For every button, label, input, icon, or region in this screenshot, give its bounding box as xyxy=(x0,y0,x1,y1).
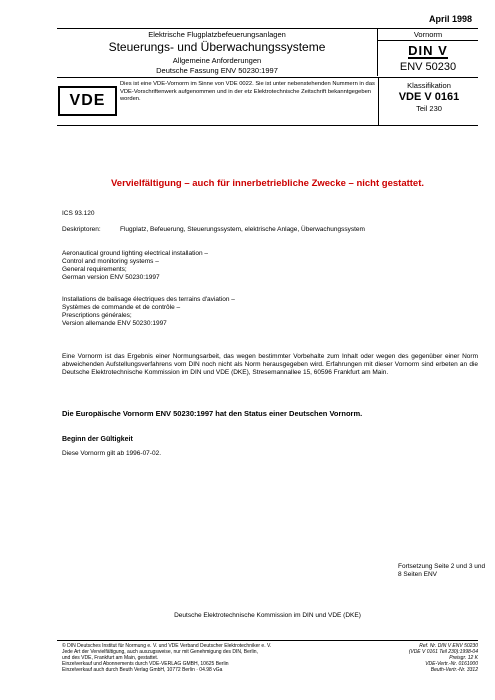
subtitle-top: Elektrische Flugplatzbefeuerungsanlagen xyxy=(148,30,286,39)
descriptors-value: Flugplatz, Befeuerung, Steuerungssystem, elektrische Anlage, Überwachungssystem xyxy=(120,226,365,233)
dke-line: Deutsche Elektrotechnische Kommission im DIN und VDE (DKE) xyxy=(174,612,361,619)
footer-left-line: Einzelverkauf auch durch Beuth Verlag GmbH, 10772 Berlin · 04.98 vGa xyxy=(62,667,223,673)
english-title-line: German version ENV 50230:1997 xyxy=(62,274,160,281)
ics-code: ICS 93.120 xyxy=(62,210,95,217)
subtitle-mid: Allgemeine Anforderungen xyxy=(172,56,262,65)
french-title-line: Version allemande ENV 50230:1997 xyxy=(62,320,167,327)
english-title-line: General requirements; xyxy=(62,266,127,273)
vornorm-block xyxy=(378,28,478,76)
continuation-note xyxy=(398,563,488,579)
classification-label: Klassifikation xyxy=(407,81,451,90)
footer-right-line: Beuth-Vertr.-Nr. 3312 xyxy=(430,667,478,673)
publication-date: April 1998 xyxy=(428,14,472,24)
footer-copyright xyxy=(62,643,332,673)
status-statement: Die Europäische Vornorm ENV 50230:1997 hat den Status einer Deutschen Vornorm. xyxy=(62,409,363,418)
footer-left-line: Jede Art der Vervielfältigung, auch auszugsweise, nur mit Genehmigung des DIN, Berlin, xyxy=(62,649,258,655)
continuation-line: Fortsetzung Seite 2 und 3 und xyxy=(398,563,486,570)
validity-heading: Beginn der Gültigkeit xyxy=(62,436,133,443)
footer-right-line: (VDE V 0161 Teil 230):1998-04 xyxy=(408,649,478,655)
din-logo-text: DIN V xyxy=(408,43,448,58)
vornorm-label: Vornorm xyxy=(378,30,478,41)
vde-logo: VDE xyxy=(58,86,117,116)
vde-info-text: Dies ist eine VDE-Vornorm im Sinne von VDE 0022. Sie ist unter nebenstehenden Nummern in das VDE-Vorschriftenwerk aufgenommen und in der etz Elektrotechnische Zeitschrift bekanntgegeben worden. xyxy=(120,81,375,102)
footer-reference xyxy=(340,643,478,673)
french-title-line: Systèmes de commande et de contrôle – xyxy=(62,304,181,311)
english-title xyxy=(62,250,362,282)
title-block xyxy=(57,28,378,76)
english-title-line: Control and monitoring systems – xyxy=(62,258,159,265)
vde-number: VDE V 0161 xyxy=(398,91,460,103)
validity-text: Diese Vornorm gilt ab 1996-07-02. xyxy=(62,450,162,457)
french-title xyxy=(62,296,362,328)
english-title-line: Aeronautical ground lighting electrical installation – xyxy=(62,250,208,257)
document-title: Steuerungs- und Überwachungssysteme xyxy=(108,40,326,54)
subtitle-bottom: Deutsche Fassung ENV 50230:1997 xyxy=(156,66,278,75)
footer-left-line: Einzelverkauf und Abonnements durch VDE-VERLAG GMBH, 10625 Berlin xyxy=(62,661,229,667)
french-title-line: Prescriptions générales; xyxy=(62,312,132,319)
footer-right-line: VDE-Vertr.-Nr. 0161000 xyxy=(425,661,478,667)
copy-warning: Vervielfältigung – auch für innerbetriebliche Zwecke – nicht gestattet. xyxy=(110,178,425,189)
footer-right-line: Ref. Nr. DIN V ENV 50230 xyxy=(419,643,478,649)
classification-block xyxy=(378,77,479,125)
env-number: ENV 50230 xyxy=(399,61,457,73)
continuation-line: 8 Seiten ENV xyxy=(398,571,438,578)
footer-divider xyxy=(57,640,478,641)
din-logo xyxy=(378,43,478,59)
vornorm-explanation: Eine Vornorm ist das Ergebnis einer Normungsarbeit, das wegen bestimmter Vorbehalte zum Inhalt oder wegen des gegenüber einer Norm abweichenden Aufstellungsverfahrens vom DIN noch nicht als Norm herausgegeben wird. Erfahrungen mit dieser Vornorm sind erbeten an die Deutsche Elektrotechnische Kommission im DIN und VDE (DKE), Stresemannallee 15, 60596 Frankfurt am Main. xyxy=(62,353,478,376)
descriptors-label: Deskriptoren: xyxy=(62,226,101,233)
descriptors xyxy=(62,226,462,234)
french-title-line: Installations de balisage électriques des terrains d'aviation – xyxy=(62,296,235,303)
footer-left-line: und des VDE, Frankfurt am Main, gestattet. xyxy=(62,655,159,661)
teil-number: Teil 230 xyxy=(416,104,442,113)
footer-right-line: Preisgr. 12 K xyxy=(449,655,478,661)
footer-left-line: © DIN Deutsches Institut für Normung e. V. und VDE Verband Deutscher Elektrotechniker e. V. xyxy=(62,643,272,649)
